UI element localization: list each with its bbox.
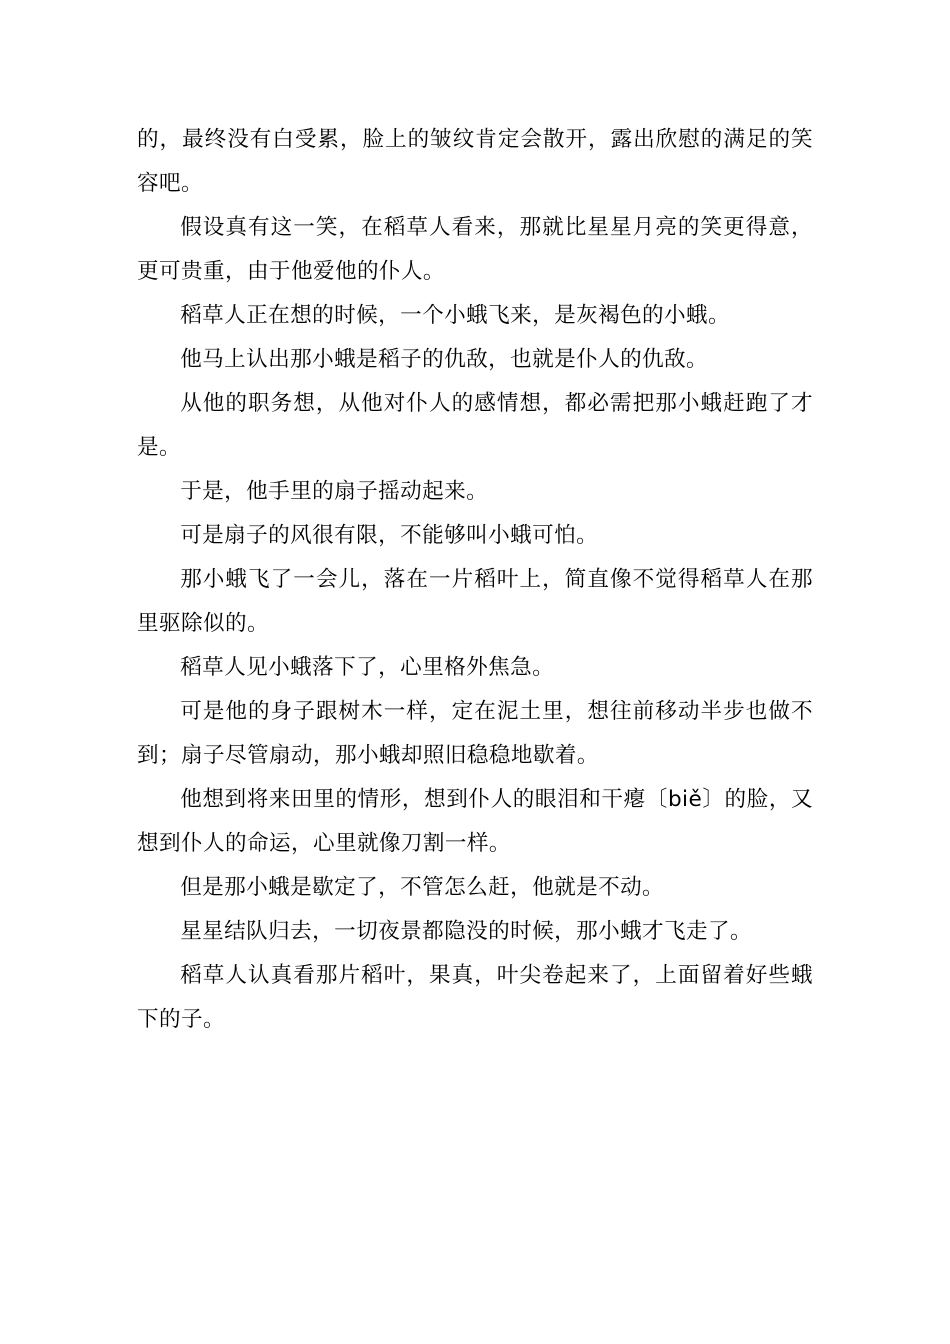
paragraph: 可是扇子的风很有限，不能够叫小蛾可怕。	[180, 523, 599, 548]
body-text	[137, 118, 813, 1042]
paragraph: 但是那小蛾是歇定了，不管怎么赶，他就是不动。	[180, 875, 665, 900]
paragraph: 星星结队归去，一切夜景都隐没的时候，那小蛾才飞走了。	[180, 919, 753, 944]
paragraph: 那小蛾飞了一会儿，落在一片稻叶上，简直像不觉得稻草人在那里驱除似的。	[137, 567, 813, 636]
paragraph: 稻草人正在想的时候，一个小蛾飞来，是灰褐色的小蛾。	[180, 303, 731, 328]
paragraph: 假设真有这一笑，在稻草人看来，那就比星星月亮的笑更得意，更可贵重，由于他爱他的仆人。	[137, 215, 813, 284]
paragraph: 于是，他手里的扇子摇动起来。	[180, 479, 489, 504]
paragraph: 可是他的身子跟树木一样，定在泥土里，想往前移动半步也做不到；扇子尽管扇动，那小蛾却照旧稳稳地歇着。	[137, 699, 813, 768]
paragraph: 稻草人认真看那片稻叶，果真，叶尖卷起来了，上面留着好些蛾下的子。	[137, 963, 813, 1032]
paragraph: 他想到将来田里的情形，想到仆人的眼泪和干瘪〔biě〕的脸，又想到仆人的命运，心里就像刀割一样。	[137, 787, 813, 856]
paragraph: 稻草人见小蛾落下了，心里格外焦急。	[180, 655, 555, 680]
paragraph: 他马上认出那小蛾是稻子的仇敌，也就是仆人的仇敌。	[180, 347, 709, 372]
paragraph: 的，最终没有白受累，脸上的皱纹肯定会散开，露出欣慰的满足的笑容吧。	[137, 127, 813, 196]
paragraph: 从他的职务想，从他对仆人的感情想，都必需把那小蛾赶跑了才是。	[137, 391, 813, 460]
